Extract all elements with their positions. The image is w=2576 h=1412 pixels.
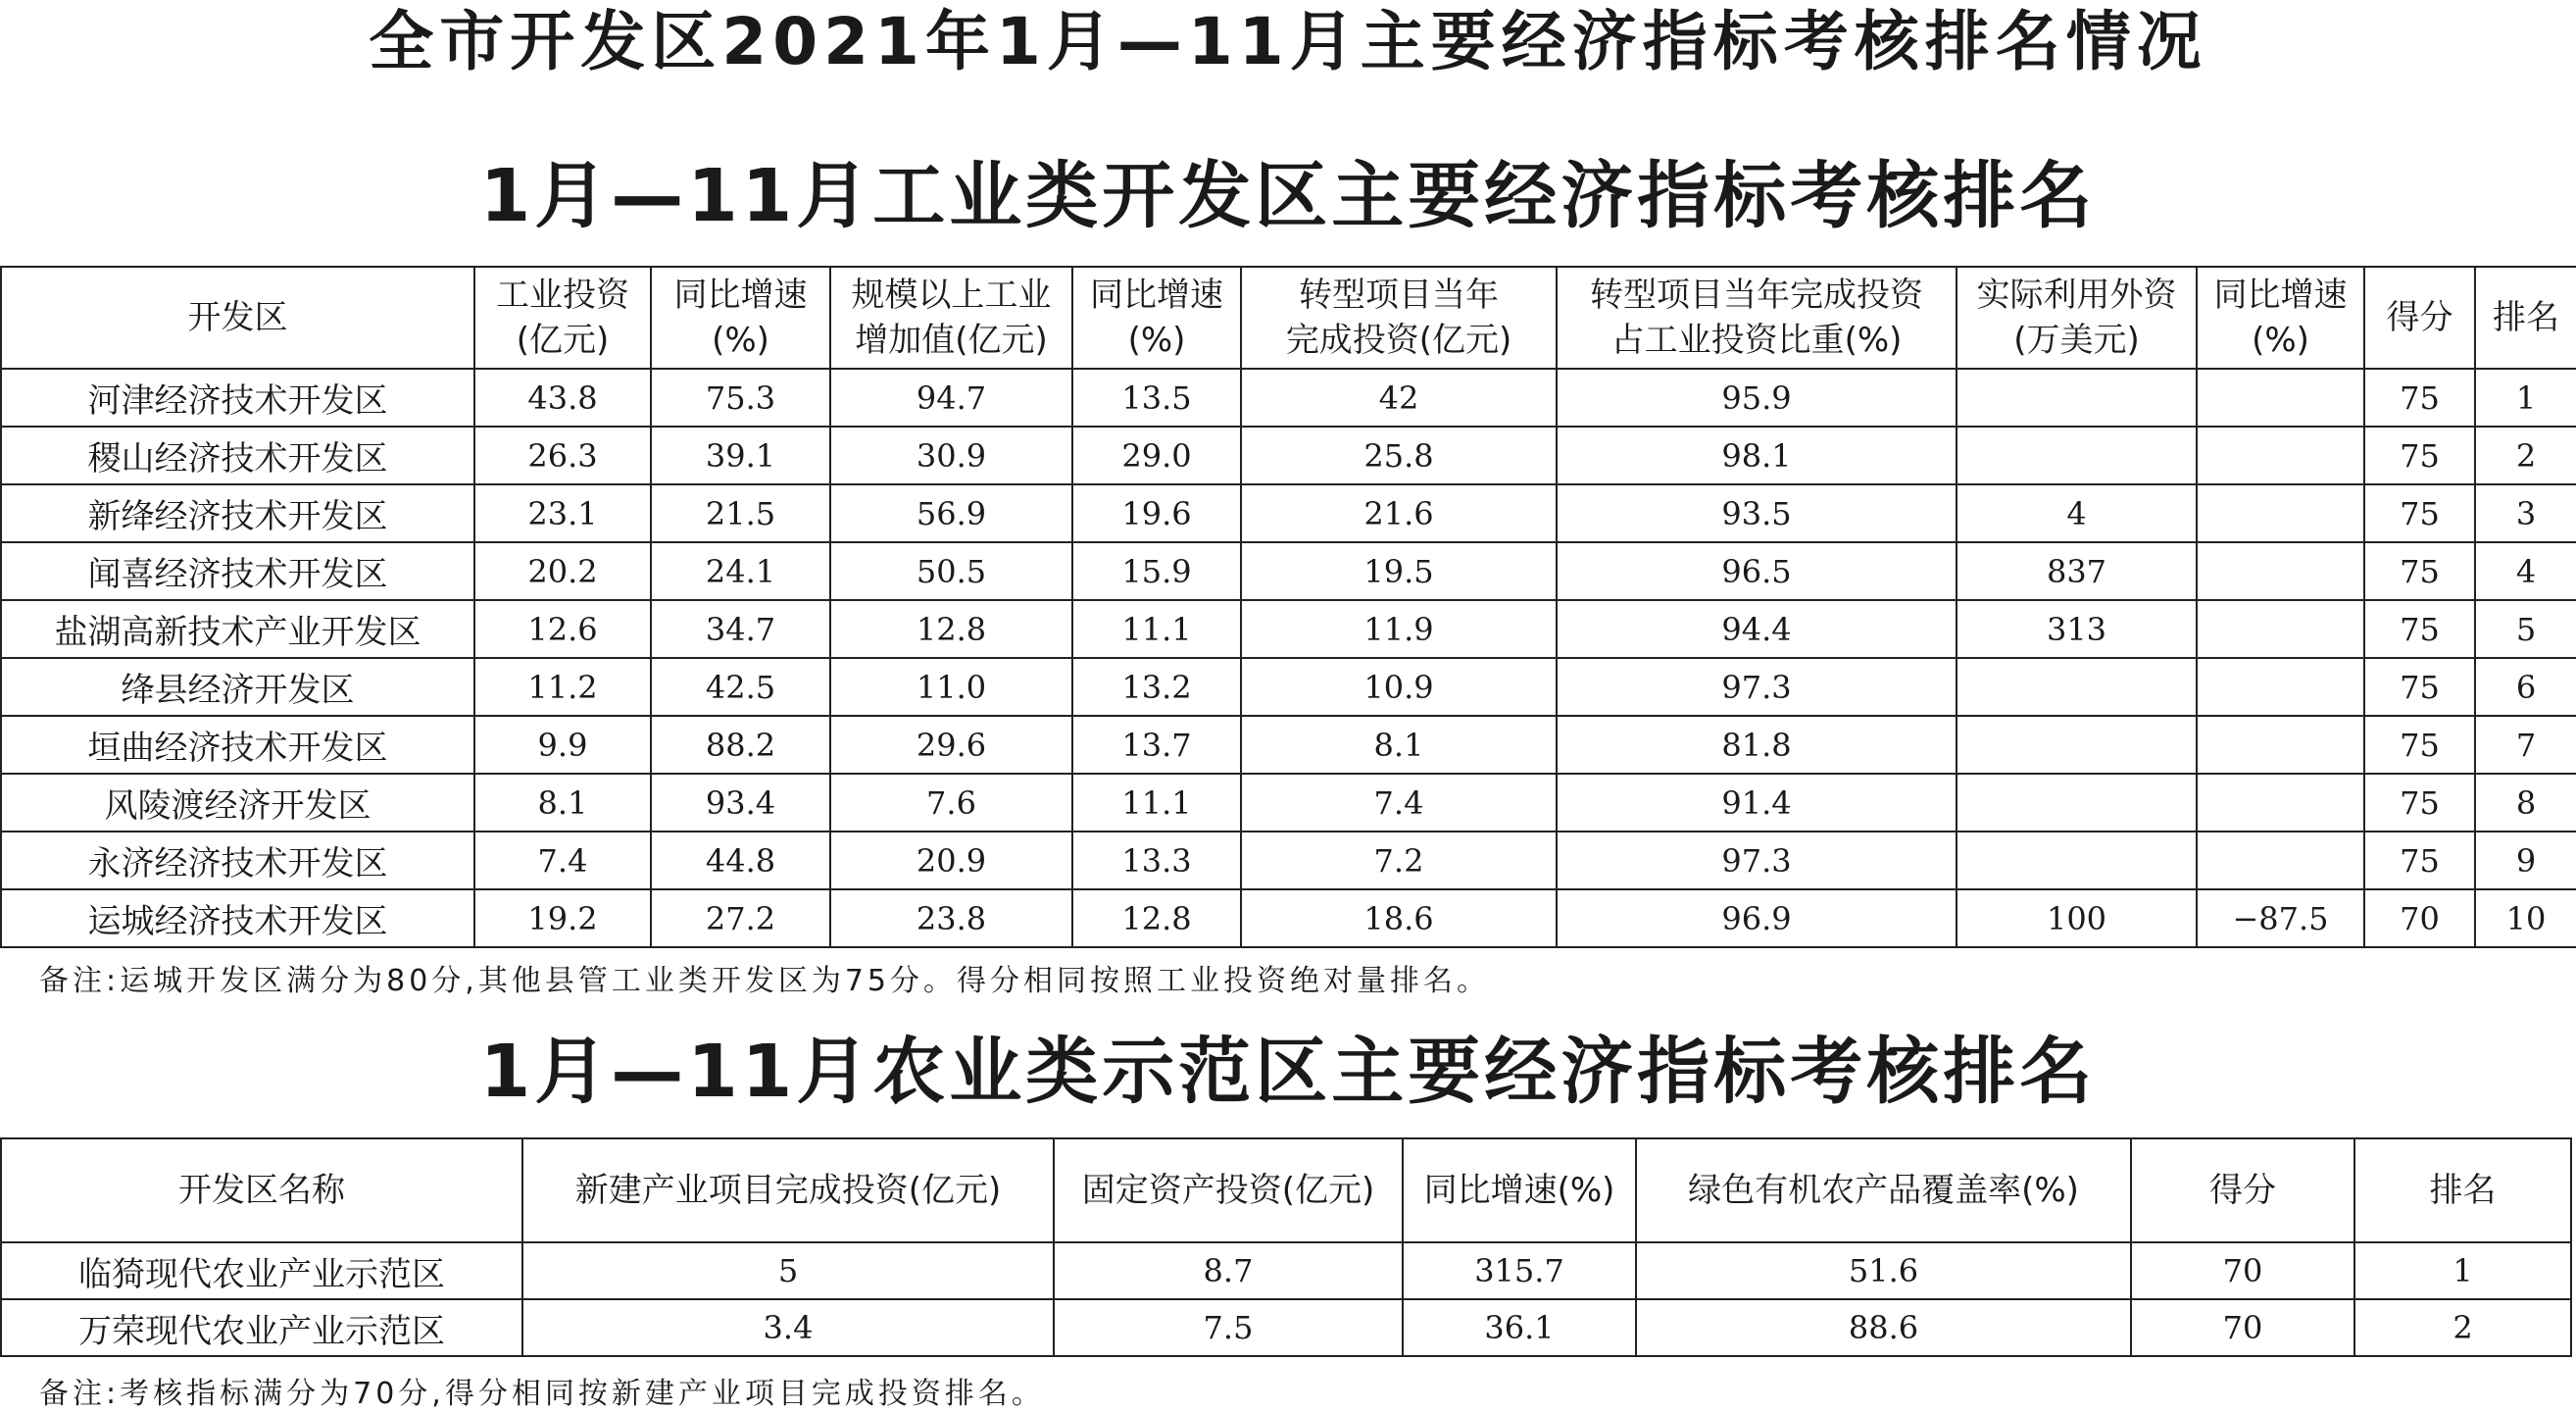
- table-cell: [1957, 427, 2197, 484]
- industrial-ranking-table: [0, 266, 2576, 948]
- agricultural-section-title: 1月—11月农业类示范区主要经济指标考核排名: [479, 1030, 2097, 1114]
- table-cell: 75: [2364, 600, 2475, 658]
- table-cell: 42.5: [651, 658, 830, 716]
- table-cell: 91.4: [1557, 774, 1957, 832]
- table-row: [1, 716, 2576, 774]
- table-cell: 44.8: [651, 832, 830, 889]
- table-cell: 6: [2475, 658, 2576, 716]
- table-cell: [2197, 369, 2364, 427]
- table-cell: 70: [2131, 1299, 2354, 1356]
- column-header: 转型项目当年完成投资 占工业投资比重(%): [1557, 267, 1957, 369]
- table-cell: 29.0: [1072, 427, 1241, 484]
- column-header: 排名: [2475, 267, 2576, 369]
- table-cell: 75: [2364, 832, 2475, 889]
- table-cell: 75: [2364, 427, 2475, 484]
- table-cell: 3.4: [522, 1299, 1054, 1356]
- table-cell: 13.3: [1072, 832, 1241, 889]
- column-header: 固定资产投资(亿元): [1054, 1138, 1403, 1242]
- table-cell: 9: [2475, 832, 2576, 889]
- table-cell: 96.5: [1557, 542, 1957, 600]
- column-header: 开发区: [1, 267, 474, 369]
- table-cell: 8.7: [1054, 1242, 1403, 1299]
- table-cell: 100: [1957, 889, 2197, 947]
- column-header: 开发区名称: [1, 1138, 522, 1242]
- table-cell: 18.6: [1241, 889, 1557, 947]
- table-cell: 93.5: [1557, 484, 1957, 542]
- table-cell: 24.1: [651, 542, 830, 600]
- table-cell: [2197, 427, 2364, 484]
- table-cell: 12.6: [474, 600, 651, 658]
- table-cell: 7: [2475, 716, 2576, 774]
- table-cell: 51.6: [1636, 1242, 2131, 1299]
- table-cell: [1957, 774, 2197, 832]
- table-cell: 8: [2475, 774, 2576, 832]
- table-cell: 1: [2354, 1242, 2571, 1299]
- table-cell: 39.1: [651, 427, 830, 484]
- column-header: 新建产业项目完成投资(亿元): [522, 1138, 1054, 1242]
- table-cell: 13.5: [1072, 369, 1241, 427]
- table-cell: 26.3: [474, 427, 651, 484]
- table-row: [1, 889, 2576, 947]
- table-cell: 9.9: [474, 716, 651, 774]
- table-cell: 4: [2475, 542, 2576, 600]
- agricultural-note: 备注:考核指标满分为70分,得分相同按新建产业项目完成投资排名。: [39, 1377, 1045, 1411]
- zone-name-cell: 闻喜经济技术开发区: [1, 542, 474, 600]
- table-cell: 8.1: [1241, 716, 1557, 774]
- table-cell: 36.1: [1403, 1299, 1636, 1356]
- zone-name-cell: 运城经济技术开发区: [1, 889, 474, 947]
- table-cell: 97.3: [1557, 658, 1957, 716]
- table-row: [1, 1299, 2571, 1356]
- table-cell: 1: [2475, 369, 2576, 427]
- table-cell: 2: [2354, 1299, 2571, 1356]
- column-header: 得分: [2131, 1138, 2354, 1242]
- zone-name-cell: 风陵渡经济开发区: [1, 774, 474, 832]
- table-cell: 19.6: [1072, 484, 1241, 542]
- industrial-section-title: 1月—11月工业类开发区主要经济指标考核排名: [479, 154, 2097, 238]
- table-row: [1, 484, 2576, 542]
- table-cell: 94.4: [1557, 600, 1957, 658]
- table-cell: 93.4: [651, 774, 830, 832]
- table-cell: 11.0: [830, 658, 1072, 716]
- zone-name-cell: 稷山经济技术开发区: [1, 427, 474, 484]
- table-cell: 315.7: [1403, 1242, 1636, 1299]
- table-cell: 88.2: [651, 716, 830, 774]
- column-header: 得分: [2364, 267, 2475, 369]
- table-cell: 19.2: [474, 889, 651, 947]
- table-cell: 23.1: [474, 484, 651, 542]
- table-cell: [1957, 832, 2197, 889]
- table-cell: 70: [2364, 889, 2475, 947]
- table-cell: −87.5: [2197, 889, 2364, 947]
- table-cell: 70: [2131, 1242, 2354, 1299]
- column-header: 同比增速(%): [1403, 1138, 1636, 1242]
- table-cell: 27.2: [651, 889, 830, 947]
- table-row: [1, 1242, 2571, 1299]
- table-cell: 7.2: [1241, 832, 1557, 889]
- table-cell: 8.1: [474, 774, 651, 832]
- table-cell: 837: [1957, 542, 2197, 600]
- table-cell: [2197, 774, 2364, 832]
- table-cell: 30.9: [830, 427, 1072, 484]
- zone-name-cell: 绛县经济开发区: [1, 658, 474, 716]
- table-cell: 29.6: [830, 716, 1072, 774]
- table-cell: 94.7: [830, 369, 1072, 427]
- table-cell: 75.3: [651, 369, 830, 427]
- table-cell: 11.2: [474, 658, 651, 716]
- table-cell: 75: [2364, 369, 2475, 427]
- column-header: 工业投资 (亿元): [474, 267, 651, 369]
- table-cell: 75: [2364, 774, 2475, 832]
- table-cell: 34.7: [651, 600, 830, 658]
- table-row: [1, 658, 2576, 716]
- table-cell: [1957, 716, 2197, 774]
- table-cell: 4: [1957, 484, 2197, 542]
- zone-name-cell: 河津经济技术开发区: [1, 369, 474, 427]
- table-cell: [2197, 484, 2364, 542]
- table-cell: 11.9: [1241, 600, 1557, 658]
- table-cell: 10.9: [1241, 658, 1557, 716]
- table-header-row: [1, 267, 2576, 369]
- table-cell: 15.9: [1072, 542, 1241, 600]
- table-row: [1, 427, 2576, 484]
- table-cell: 97.3: [1557, 832, 1957, 889]
- column-header: 排名: [2354, 1138, 2571, 1242]
- table-cell: 3: [2475, 484, 2576, 542]
- zone-name-cell: 永济经济技术开发区: [1, 832, 474, 889]
- table-cell: 12.8: [1072, 889, 1241, 947]
- table-cell: 11.1: [1072, 600, 1241, 658]
- table-cell: 20.9: [830, 832, 1072, 889]
- table-cell: 13.2: [1072, 658, 1241, 716]
- column-header: 转型项目当年 完成投资(亿元): [1241, 267, 1557, 369]
- column-header: 同比增速 (%): [651, 267, 830, 369]
- table-cell: 21.5: [651, 484, 830, 542]
- table-cell: 11.1: [1072, 774, 1241, 832]
- table-row: [1, 542, 2576, 600]
- table-cell: 20.2: [474, 542, 651, 600]
- table-cell: 98.1: [1557, 427, 1957, 484]
- table-cell: 19.5: [1241, 542, 1557, 600]
- table-cell: [2197, 658, 2364, 716]
- table-cell: 5: [2475, 600, 2576, 658]
- column-header: 绿色有机农产品覆盖率(%): [1636, 1138, 2131, 1242]
- table-cell: 13.7: [1072, 716, 1241, 774]
- table-header-row: [1, 1138, 2571, 1242]
- table-cell: [2197, 832, 2364, 889]
- table-cell: [2197, 542, 2364, 600]
- table-cell: 7.6: [830, 774, 1072, 832]
- table-cell: 75: [2364, 542, 2475, 600]
- table-cell: 75: [2364, 658, 2475, 716]
- table-cell: [2197, 716, 2364, 774]
- table-cell: 50.5: [830, 542, 1072, 600]
- table-cell: [1957, 369, 2197, 427]
- column-header: 同比增速 (%): [2197, 267, 2364, 369]
- column-header: 同比增速 (%): [1072, 267, 1241, 369]
- table-cell: [2197, 600, 2364, 658]
- table-cell: 7.5: [1054, 1299, 1403, 1356]
- table-cell: 5: [522, 1242, 1054, 1299]
- table-cell: 12.8: [830, 600, 1072, 658]
- table-cell: 23.8: [830, 889, 1072, 947]
- zone-name-cell: 临猗现代农业产业示范区: [1, 1242, 522, 1299]
- table-cell: 75: [2364, 484, 2475, 542]
- table-cell: 96.9: [1557, 889, 1957, 947]
- table-row: [1, 600, 2576, 658]
- page-title: 全市开发区2021年1月—11月主要经济指标考核排名情况: [369, 4, 2207, 79]
- table-cell: 43.8: [474, 369, 651, 427]
- table-cell: 95.9: [1557, 369, 1957, 427]
- table-cell: 2: [2475, 427, 2576, 484]
- table-cell: 313: [1957, 600, 2197, 658]
- zone-name-cell: 新绛经济技术开发区: [1, 484, 474, 542]
- column-header: 规模以上工业 增加值(亿元): [830, 267, 1072, 369]
- table-cell: 75: [2364, 716, 2475, 774]
- table-cell: 25.8: [1241, 427, 1557, 484]
- table-cell: 88.6: [1636, 1299, 2131, 1356]
- table-cell: 10: [2475, 889, 2576, 947]
- zone-name-cell: 垣曲经济技术开发区: [1, 716, 474, 774]
- table-row: [1, 369, 2576, 427]
- table-cell: 7.4: [474, 832, 651, 889]
- table-cell: [1957, 658, 2197, 716]
- agricultural-ranking-table: [0, 1137, 2572, 1357]
- industrial-note: 备注:运城开发区满分为80分,其他县管工业类开发区为75分。得分相同按照工业投资绝对量排名。: [39, 964, 1490, 998]
- table-cell: 81.8: [1557, 716, 1957, 774]
- table-cell: 42: [1241, 369, 1557, 427]
- table-row: [1, 832, 2576, 889]
- table-cell: 21.6: [1241, 484, 1557, 542]
- zone-name-cell: 万荣现代农业产业示范区: [1, 1299, 522, 1356]
- zone-name-cell: 盐湖高新技术产业开发区: [1, 600, 474, 658]
- table-row: [1, 774, 2576, 832]
- column-header: 实际利用外资 (万美元): [1957, 267, 2197, 369]
- table-cell: 7.4: [1241, 774, 1557, 832]
- table-cell: 56.9: [830, 484, 1072, 542]
